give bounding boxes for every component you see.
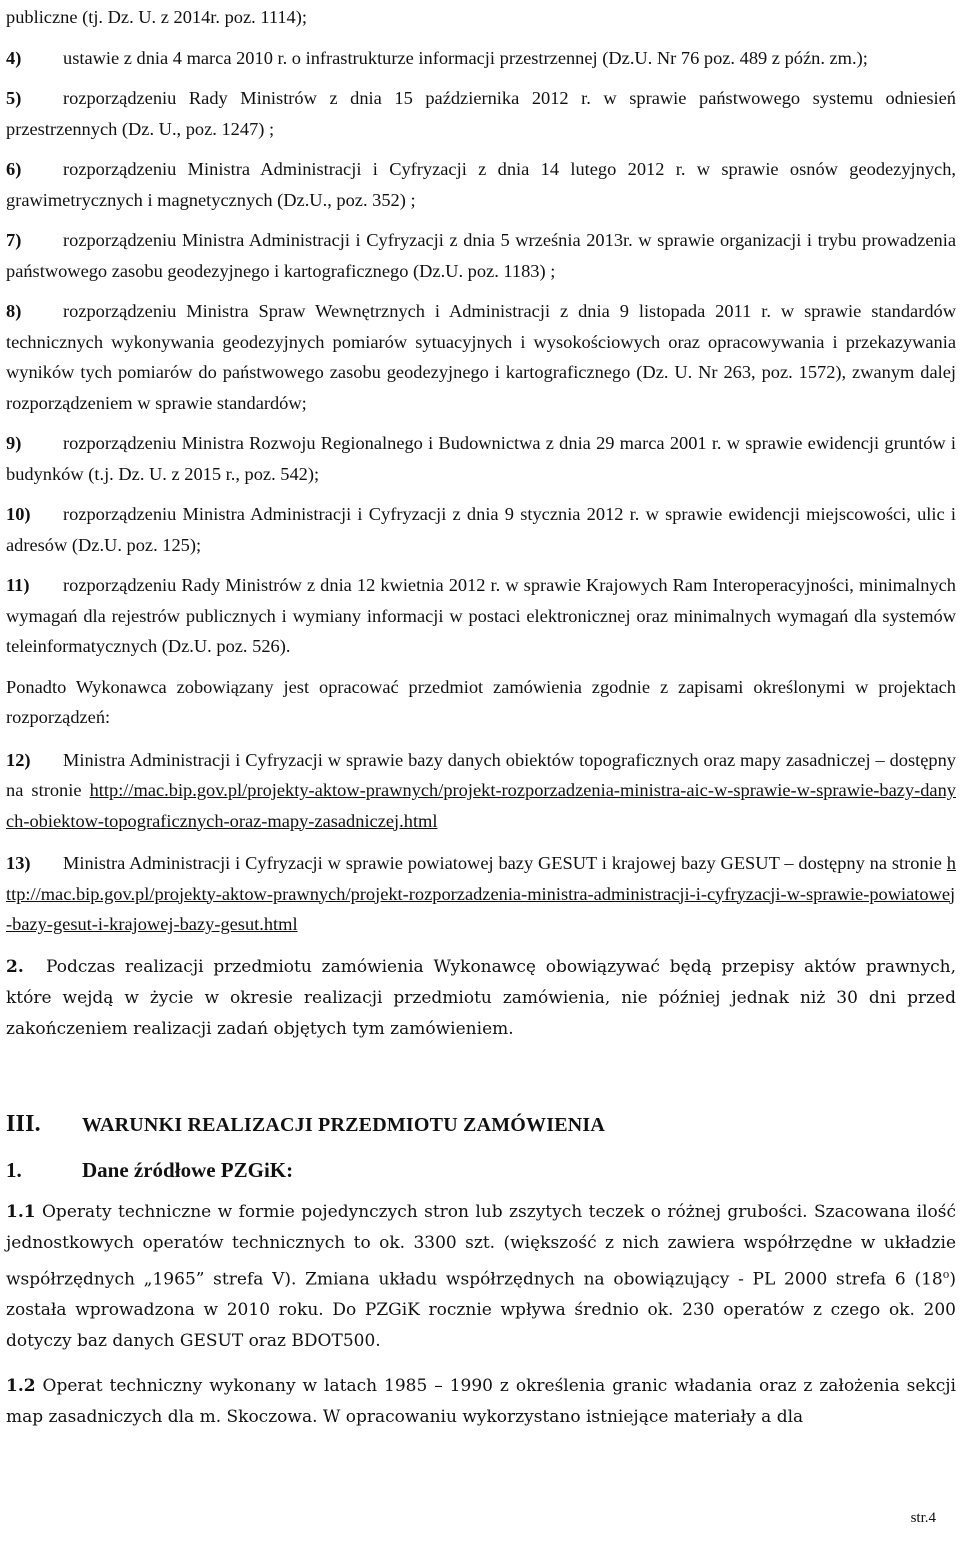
paragraph-number: 1.2 [6,1376,36,1397]
list-item-number: 13) [6,853,31,873]
list-item-13 [6,848,956,940]
list-item-text: rozporządzeniu Ministra Administracji i Cyfryzacji z dnia 14 lutego 2012 r. w sprawie osnów geodezyjnych, grawimetrycznych i magnetycznych (Dz.U., poz. 352) ; [6,159,956,210]
section-title: WARUNKI REALIZACJI PRZEDMIOTU ZAMÓWIENIA [82,1113,606,1136]
list-item-number: 10) [6,504,31,524]
paragraph-text: Operat techniczny wykonany w latach 1985 – 1990 z określenia granic władania oraz z założenia sekcji map zasadniczych dla m. Skoczowa. W opracowaniu wykorzystano istniejące materiały a dla [6,1376,956,1428]
list-item-10 [6,499,956,560]
list-item-11 [6,570,956,662]
list-item-text: rozporządzeniu Ministra Administracji i Cyfryzacji z dnia 9 stycznia 2012 r. w sprawie ewidencji miejscowości, ulic i adresów (Dz.U. poz. 125); [6,504,956,555]
list-item-4 [6,43,956,74]
link-gesut-project[interactable]: http://mac.bip.gov.pl/projekty-aktow-prawnych/projekt-rozporzadzenia-ministra-administracji-i-cyfryzacji-w-sprawie-powiatowej-bazy-gesut-i-krajowej-bazy-gesut.html [6,853,956,934]
list-item-6 [6,154,956,215]
list-item-continuation: publiczne (tj. Dz. U. z 2014r. poz. 1114); [6,7,307,27]
list-item-text: rozporządzeniu Rady Ministrów z dnia 15 października 2012 r. w sprawie państwowego systemu odniesień przestrzennych (Dz. U., poz. 1247) ; [6,88,956,139]
list-item-text: ustawie z dnia 4 marca 2010 r. o infrastrukturze informacji przestrzennej (Dz.U. Nr 76 poz. 489 z późn. zm.); [63,47,868,68]
degree-superscript: o [942,1267,950,1281]
list-item-text: rozporządzeniu Ministra Rozwoju Regionalnego i Budownictwa z dnia 29 marca 2001 r. w sprawie ewidencji gruntów i budynków (t.j. Dz. U. z 2015 r., poz. 542); [6,433,956,484]
list-item-9 [6,428,956,489]
subsection-number: 1. [6,1157,22,1182]
page-number: str.4 [910,1510,936,1526]
list-item-12 [6,745,956,837]
section-numeral: III. [6,1110,41,1137]
list-item-number: 11) [6,575,30,595]
point-2 [6,952,956,1045]
paragraph-1-1 [6,1197,956,1358]
document-page [6,0,956,1433]
list-item-text: Ministra Administracji i Cyfryzacji w sprawie bazy danych obiektów topograficznych oraz mapy zasadniczej – dostępny na stronie [6,749,956,800]
list-item-text: rozporządzeniu Ministra Spraw Wewnętrznych i Administracji z dnia 9 listopada 2011 r. w sprawie standardów technicznych wykonywania geodezyjnych pomiarów sytuacyjnych i wysokościowych oraz opracowywania i przekazywania wyników tych pomiarów do państwowego zasobu geodezyjnego i kartograficznego (Dz. U. Nr 263, poz. 1572), zwanym dalej rozporządzeniem w sprawie standardów; [6,301,956,413]
list-item-8 [6,296,956,418]
list-item-number: 5) [6,88,22,108]
list-item-7 [6,225,956,286]
list-item-number: 8) [6,301,22,321]
list-item-text: rozporządzeniu Ministra Administracji i Cyfryzacji z dnia 5 września 2013r. w sprawie organizacji i trybu prowadzenia państwowego zasobu geodezyjnego i kartograficznego (Dz.U. poz. 1183) ; [6,230,956,281]
intro-paragraph: Ponadto Wykonawca zobowiązany jest opracować przedmiot zamówienia zgodnie z zapisami określonymi w projektach rozporządzeń: [6,676,956,727]
list-item-5 [6,83,956,144]
subsection-heading [6,1158,956,1183]
point-number: 2. [6,956,24,977]
paragraph-number: 1.1 [6,1201,36,1222]
section-heading [6,1111,956,1138]
point-text: Podczas realizacji przedmiotu zamówienia Wykonawcę obowiązywać będą przepisy aktów prawnych, które wejdą w życie w okresie realizacji przedmiotu zamówienia, nie później jednak niż 30 dni przed zakończeniem realizacji zadań objętych tym zamówieniem. [6,956,956,1039]
list-item-text: Ministra Administracji i Cyfryzacji w sprawie powiatowej bazy GESUT i krajowej bazy GESUT – dostępny na stronie [63,853,942,873]
list-item-number: 6) [6,159,22,179]
list-item-text: rozporządzeniu Rady Ministrów z dnia 12 kwietnia 2012 r. w sprawie Krajowych Ram Interoperacyjności, minimalnych wymagań dla rejestrów publicznych i wymiany informacji w postaci elektronicznej oraz minimalnych wymagań dla systemów teleinformatycznych (Dz.U. poz. 526). [6,575,956,656]
paragraph-text-a: Operaty techniczne w formie pojedynczych stron lub zszytych teczek o różnej grubości. Szacowana ilość jednostkowych operatów technicznych to ok. 3300 szt. (większość z nich zawiera współrzędne w układzie współrzędnych „1965” strefa V). Zmiana układu współrzędnych na obowiązujący - PL 2000 strefa 6 (18 [6,1201,956,1290]
list-item-number: 4) [6,47,22,68]
list-item-number: 12) [6,749,31,770]
link-bdot-project[interactable]: http://mac.bip.gov.pl/projekty-aktow-prawnych/projekt-rozporzadzenia-ministra-aic-w-sprawie-w-sprawie-bazy-danych-obiektow-topograficznych-oraz-mapy-zasadniczej.html [6,780,956,831]
list-item-number: 9) [6,433,22,453]
paragraph-text-b: ) została wprowadzona w 2010 roku. Do PZGiK rocznie wpływa średnio ok. 230 operatów z czego ok. 200 dotyczy baz danych GESUT oraz BDOT500. [6,1269,956,1352]
list-item-number: 7) [6,230,22,250]
paragraph-1-2 [6,1371,956,1433]
subsection-title: Dane źródłowe PZGiK: [82,1157,294,1182]
